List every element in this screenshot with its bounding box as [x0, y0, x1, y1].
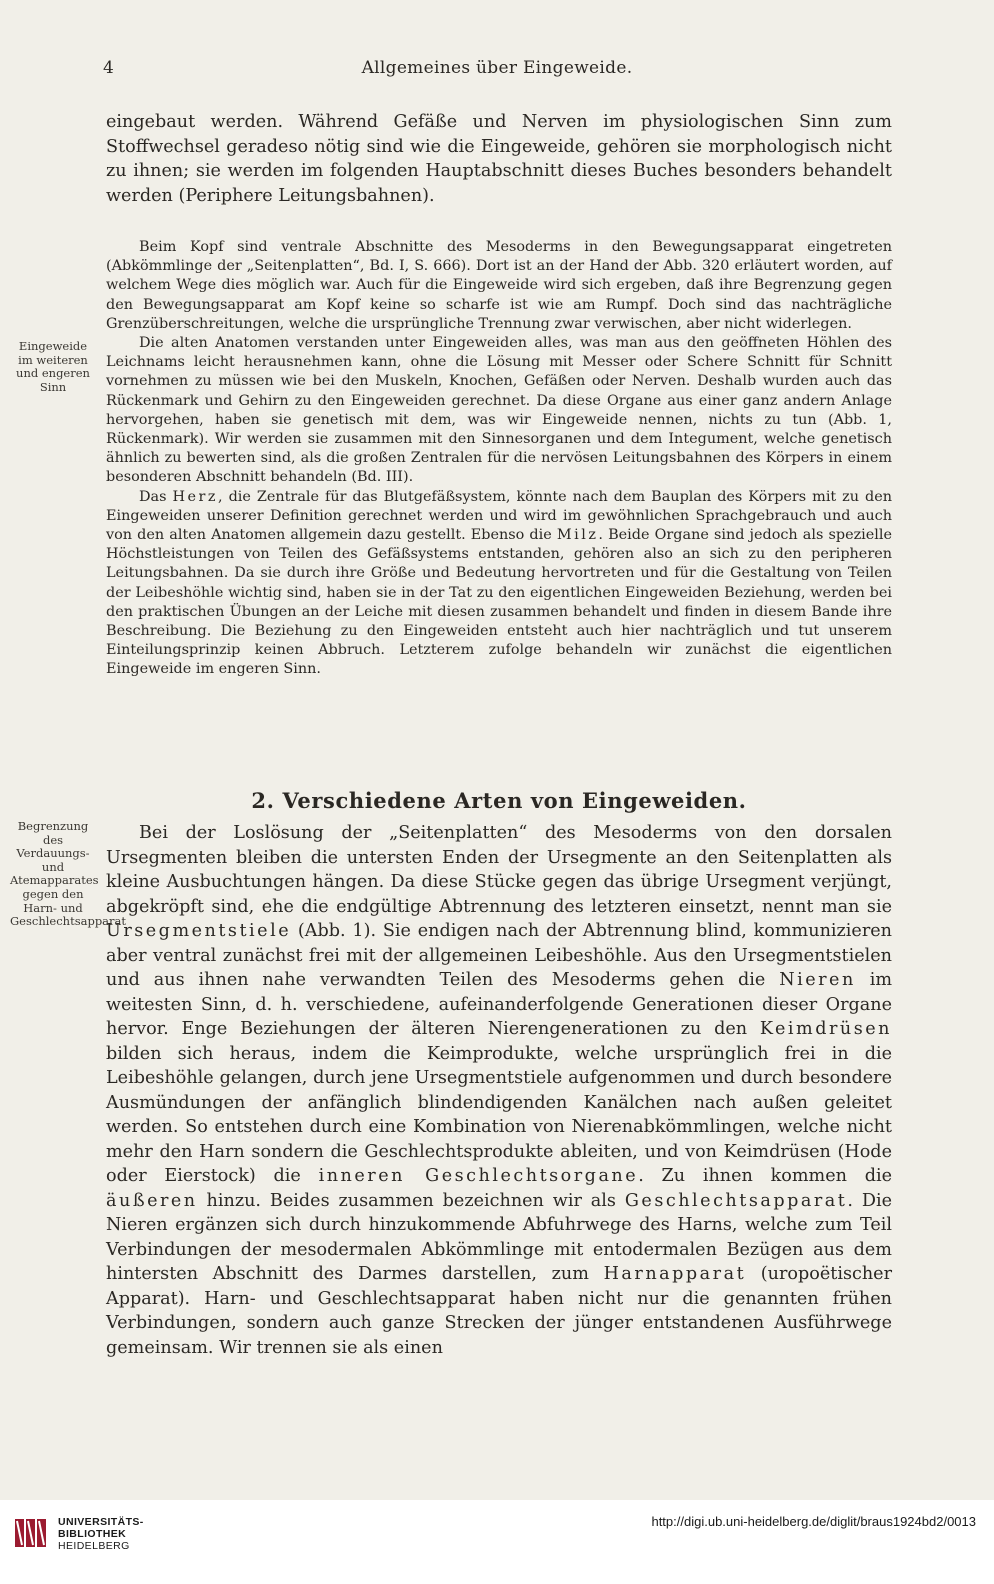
section-text-5: . Zu ihnen kommen die	[638, 1166, 893, 1186]
section-text-3: im weitesten Sinn, d. h. verschiedene, aufeinanderfolgende Generationen dieser Organe hervor. Enge Beziehungen der älteren Nierengenerationen zu den	[106, 970, 892, 1039]
section-text-1: Bei der Loslösung der „Seitenplatten“ des Mesoderms von den dorsalen Ursegmenten bleiben die untersten Enden der Ursegmente an den Seitenplatten als kleine Ausbuchtungen hängen. Da diese Stücke gegen das übrige Ursegment verjüngt, abgekröpft sind, ehe die endgültige Abtrennung des letzteren einsetzt, nennt man sie	[106, 823, 892, 917]
library-name	[58, 1516, 144, 1552]
library-name-line-3: HEIDELBERG	[58, 1540, 130, 1552]
term-geschlechtsapparat: Geschlechtsapparat	[624, 1190, 848, 1211]
section-text-2: (Abb. 1). Sie endigen nach der Abtrennung blind, kommunizieren aber ventral zunächst frei mit der allgemeinen Leibeshöhle. Aus den Ursegmentstielen und aus ihnen nahe verwandten Teilen des Mesoderms gehen die	[106, 921, 892, 990]
intro-paragraph: eingebaut werden. Während Gefäße und Nerven im physiologischen Sinn zum Stoffwechsel geradeso nötig sind wie die Eingeweide, gehören sie morphologisch nicht zu ihnen; sie werden im folgenden Hauptabschnitt dieses Buches besonders behandelt werden (Periphere Leitungsbahnen).	[106, 112, 892, 206]
library-footer	[0, 1500, 994, 1584]
section-text-4: bilden sich heraus, indem die Keimprodukte, welche ursprünglich frei in die Leibeshöhle gelangen, durch jene Ursegmentstiele aufgenommen und durch besondere Ausmündungen der anfänglich blindendigenden Kanälchen nach außen geleitet werden. So entstehen durch eine Kombination von Nierenabkömmlingen, welche nicht mehr den Harn sondern die Geschlechtsprodukte ableiten, und von Keimdrüsen (Hode oder Eierstock) die	[106, 1043, 892, 1186]
digital-copy-url[interactable]: http://digi.ub.uni-heidelberg.de/diglit/braus1924bd2/0013	[651, 1514, 976, 1529]
term-keimdruesen: Keimdrüsen	[759, 1019, 892, 1039]
term-ursegmentstiele: Ursegmentstiele	[106, 921, 292, 941]
page-number: 4	[103, 58, 114, 78]
kopf-paragraph: Beim Kopf sind ventrale Abschnitte des Mesoderms in den Bewegungsapparat eingetreten (Abkömmlinge der „Seitenplatten“, Bd. I, S. 666). Dort ist an der Hand der Abb. 320 erläutert worden, auf welchem Wege dies möglich war. Auch für die Eingeweide wird sich ergeben, daß ihre Begrenzung gegen den Bewegungsapparat am Kopf keine so scharfe ist wie am Rumpf. Doch sind das nachträgliche Grenzüberschreitungen, welche die ursprüngliche Trennung zwar verwischen, aber nicht widerlegen.	[106, 239, 892, 332]
library-name-line-2: BIBLIOTHEK	[58, 1528, 127, 1540]
term-innere-geschlechtsorgane: inneren Geschlechtsorgane	[318, 1166, 639, 1186]
section-text-6: hinzu. Beides zusammen bezeichnen wir als	[197, 1190, 625, 1211]
library-name-line-1: UNIVERSITÄTS-	[58, 1516, 144, 1528]
herz-text-before: Das	[139, 488, 173, 505]
section-heading: 2. Verschiedene Arten von Eingeweiden.	[251, 788, 747, 813]
term-milz: Milz	[556, 527, 599, 544]
small-print-block	[106, 238, 892, 680]
herz-paragraph	[106, 488, 892, 680]
term-herz: Herz	[172, 488, 219, 505]
section-text-7: . Die Nieren ergänzen sich durch hinzukommende Abfuhrwege des Harns, welche zum Teil Verbindungen der mesodermalen Abkömmlinge mit entodermalen Bezügen aus dem hintersten Abschnitt des Darmes darstellen, zum	[106, 1190, 892, 1284]
running-title: Allgemeines über Eingeweide.	[361, 58, 633, 78]
term-harnapparat: Harnapparat	[603, 1264, 747, 1284]
intro-paragraph-block	[106, 110, 892, 208]
anatomen-paragraph: Die alten Anatomen verstanden unter Eingeweiden alles, was man aus den geöffneten Höhlen des Leichnams leicht herausnehmen kann, ohne die Lösung mit Messer oder Schere Schnitt für Schnitt vornehmen zu müssen wie bei den Muskeln, Knochen, Gefäßen oder Nerven. Deshalb wurden auch das Rückenmark und Gehirn zu den Eingeweiden gerechnet. Da diese Organe aus einer ganz andern Anlage hervorgehen, haben sie genetisch mit dem, was wir Eingeweide nennen, nichts zu tun (Abb. 1, Rückenmark). Wir werden sie zusammen mit den Sinnesorganen und dem Integument, welche genetisch ähnlich zu bewerten sind, als die großen Zentralen für die nervösen Leitungsbahnen des Körpers in einem besonderen Abschnitt behandeln (Bd. III).	[106, 335, 892, 486]
section-paragraph	[106, 821, 892, 1360]
section-text-8: (uropoëtischer Apparat). Harn- und Geschlechtsapparat haben nicht nur die genannten frühen Verbindungen, sondern auch ganze Strecken der jünger entstandenen Ausführwege gemeinsam. Wir trennen sie als einen	[106, 1264, 892, 1358]
university-library-logo-icon	[14, 1516, 48, 1550]
herz-text-after: . Beide Organe sind jedoch als spezielle Höchstleistungen von Teilen des Gefäßsystems entstanden, gehören also an sich zu den peripheren Leitungsbahnen. Da sie durch ihre Größe und Bedeutung hervortreten und für die Gestaltung von Teilen der Leibeshöhle wichtig sind, haben sie in der Tat zu den eigentlichen Eingeweiden Beziehung, werden bei den praktischen Übungen an der Leiche mit diesen zusammen behandelt und finden in diesem Bande ihre Beschreibung. Die Beziehung zu den Eingeweiden entsteht auch hier nachträglich und tut unserem Einteilungsprinzip keinen Abbruch. Letzterem zufolge behandeln wir zunächst die eigentlichen Eingeweide im engeren Sinn.	[106, 527, 893, 678]
term-nieren: Nieren	[779, 970, 856, 990]
term-aeussere: äußeren	[106, 1190, 198, 1211]
margin-note-eingeweide: Eingeweide im weiteren und engeren Sinn	[16, 339, 90, 394]
herz-text-middle: , die Zentrale für das Blutgefäßsystem, könnte nach dem Bauplan des Körpers mit zu den Eingeweiden unserer Definition gerechnet werden und wird im gewöhnlichen Sprachgebrauch und auch von den alten Anatomen allgemein dazu gestellt. Ebenso die	[106, 488, 892, 544]
section-body	[106, 821, 892, 1360]
margin-note-begrenzung: Begrenzung des Verdauungs- und Atemapparates gegen den Harn- und Geschlechtsapparat	[10, 819, 127, 929]
